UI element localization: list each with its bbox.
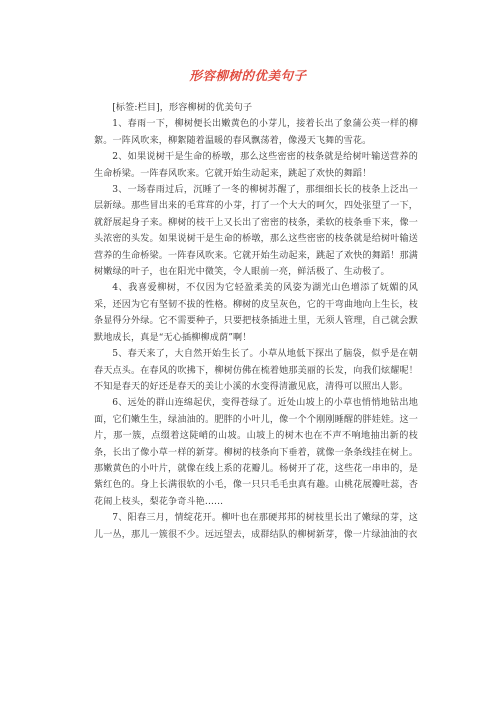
paragraph-7: 7、阳春三月，情绽花开。柳叶也在那硬邦邦的树枝里长出了嫩绿的芽，这儿一丛，那儿一簇很不少。远远望去，成群结队的柳树新芽，像一片绿油油的衣 xyxy=(94,513,418,540)
paragraph-3: 3、一场春雨过后，沉睡了一冬的柳树苏醒了，那细细长长的枝条上泛出一层新绿。那些冒出来的毛茸茸的小芽，打了一个大大的呵欠，四处张望了一下，就舒展起身子来。柳树的枝干上又长出了密密的枝条，柔软的枝条垂下来，像一头浓密的头发。如果说树干是生命的桥墩，那么这些密密的枝条就是给树叶输送营养的生命桥梁。一阵春风吹来。它就开始生动起来，跳起了欢快的舞蹈！那满树嫩绿的叶子，也在阳光中微笑，令人眼前一亮，鲜活极了、生动极了。 xyxy=(94,185,418,278)
paragraph-tag-line: [标签:栏目]，形容柳树的优美句子 xyxy=(112,103,253,113)
paragraph-6: 6、远处的群山连绵起伏，变得苍绿了。近处山坡上的小草也悄悄地钻出地面，它们嫩生生，绿油油的。肥胖的小叶儿，像一个个刚刚睡醒的胖娃娃。这一片，那一簇，点缀着这陡峭的山坡。山坡上的树木也在不声不响地抽出新的枝条，长出了像小草一样的新芽。柳树的枝条向下垂着，就像一条条线挂在树上。那嫩黄色的小叶片，就像在线上系的花瓣儿。杨树开了花，这些花一串串的，是紫红色的。身上长满很软的小毛，像一只只毛毛虫真有趣。山桃花展瓣吐蕊，杏花闹上枝头，梨花争奇斗艳...... xyxy=(94,398,418,507)
paragraph-2: 2、如果说树干是生命的桥墩，那么这些密密的枝条就是给树叶输送营养的生命桥梁。一阵春风吹来。它就开始生动起来，跳起了欢快的舞蹈！ xyxy=(94,152,418,179)
document-title: 形容柳树的优美句子 xyxy=(189,68,307,83)
paragraph-4: 4、我喜爱柳树，不仅因为它轻盈柔美的风姿为湖光山色增添了妩媚的风采，还因为它有坚韧不拔的性格。柳树的皮呈灰色，它的干弯曲地向上生长，枝条显得分外绿。它不需要种子，只要把枝条插进土里，无须人管理，自己就会默默地成长，真是“无心插柳柳成荫”啊！ xyxy=(94,283,418,343)
paragraph-5: 5、春天来了，大自然开始生长了。小草从地低下探出了脑袋，似乎是在朝春天点头。在春风的吹拂下，柳树仿佛在梳着她那美丽的长发，向我们炫耀呢！不知是春天的好还是春天的美让小溪的水变得清澈见底，清得可以照出人影。 xyxy=(94,349,418,392)
paragraph-1: 1、春雨一下，柳树便长出嫩黄色的小芽儿，接着长出了象蒲公英一样的柳絮。一阵风吹来，柳絮随着温暖的春风飘荡着，像漫天飞舞的雪花。 xyxy=(94,119,418,146)
document-body xyxy=(94,100,418,543)
